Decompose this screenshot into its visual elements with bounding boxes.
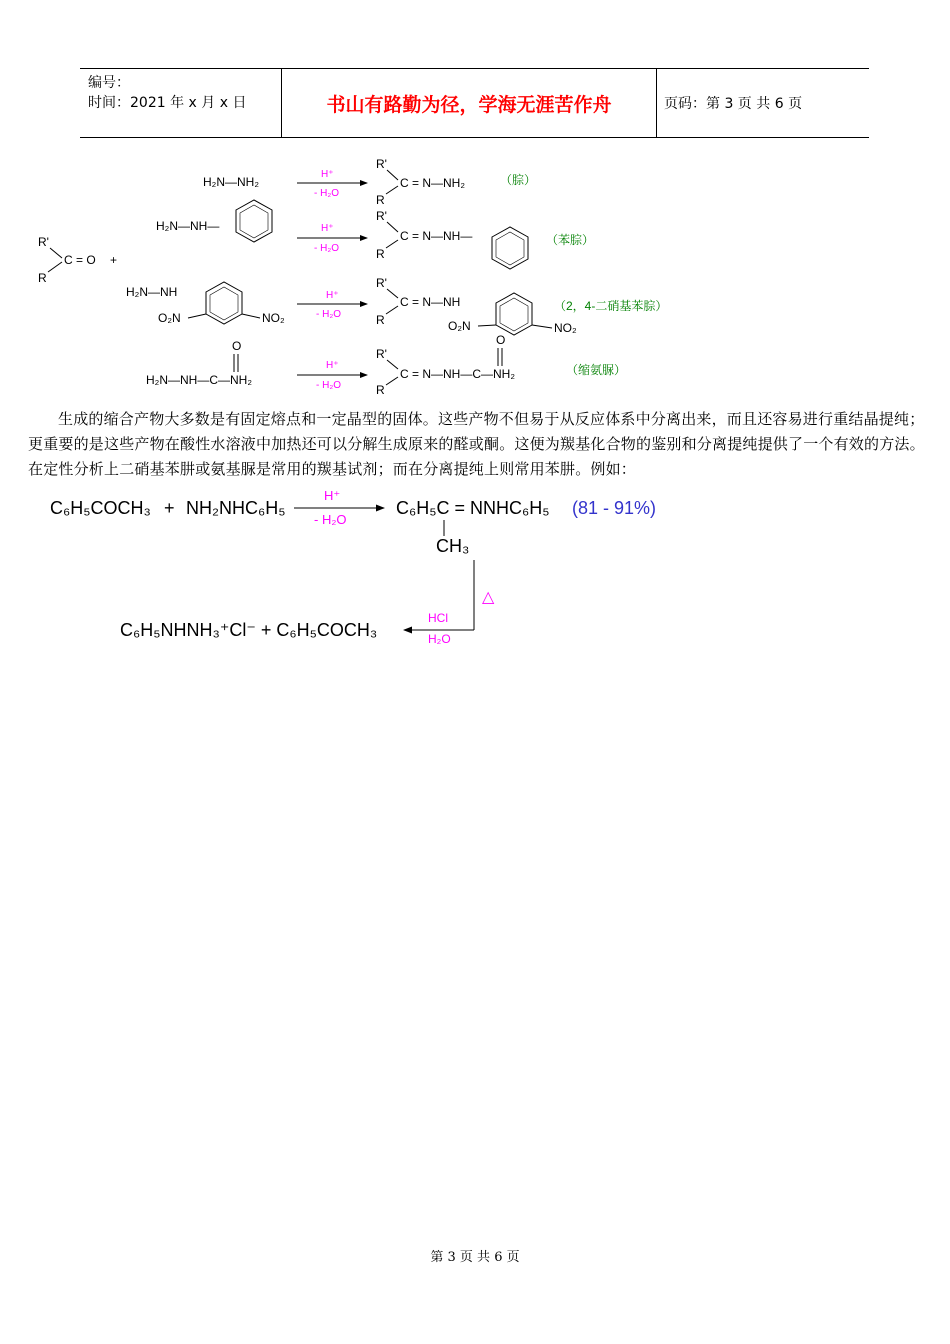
- reaction-row-hydrazone: [203, 157, 536, 207]
- carbonyl-group: C = O: [64, 253, 96, 267]
- header-divider: [656, 69, 657, 137]
- substituent-no2: NO₂: [262, 311, 285, 325]
- cond-water: - H₂O: [314, 512, 347, 527]
- name-semicarbazone: （缩氨脲）: [566, 363, 627, 377]
- svg-text:H⁺: H⁺: [326, 360, 339, 371]
- svg-text:H⁺: H⁺: [326, 290, 339, 301]
- carbonyl-compound: [38, 235, 117, 285]
- product-dnp: C = N—NH: [400, 295, 461, 309]
- svg-text:O₂N: O₂N: [448, 319, 471, 333]
- product-phenylhydrazone: C₆H₅C = NNHC₆H₅: [396, 498, 550, 518]
- svg-text:R': R': [376, 276, 387, 290]
- plus-sign: +: [164, 498, 175, 518]
- reagent-hydrazine: H₂N—NH₂: [203, 175, 259, 189]
- reaction-row-phenylhydrazone: [156, 200, 594, 269]
- svg-text:R: R: [376, 313, 385, 327]
- name-dnp: （2，4-二硝基苯腙）: [554, 299, 668, 313]
- carbonyl-r2: R: [38, 271, 47, 285]
- product-methyl: CH₃: [436, 536, 470, 556]
- page-footer: 第 3 页 共 6 页: [430, 1250, 520, 1265]
- heat-symbol: △: [482, 589, 495, 606]
- svg-text:R: R: [376, 193, 385, 207]
- svg-text:R: R: [376, 383, 385, 397]
- reagent-semicarbazide: H₂N—NH—C—NH₂: [146, 373, 252, 387]
- svg-text:R': R': [376, 209, 387, 223]
- substituent-o2n: O₂N: [158, 311, 181, 325]
- svg-text:NO₂: NO₂: [554, 321, 577, 335]
- svg-text:- H₂O: - H₂O: [314, 243, 339, 254]
- product-semicarbazone: C = N—NH—C—NH₂: [400, 367, 515, 381]
- header-motto: 书山有路勤为径，学海无涯苦作舟: [326, 93, 612, 116]
- reagent-phenylhydrazine: H₂N—NH—: [156, 219, 220, 233]
- product-phenylhydrazone: C = N—NH—: [400, 229, 473, 243]
- arrow-cond-bottom: - H₂O: [314, 188, 339, 199]
- plus-sign: +: [110, 253, 118, 267]
- hydrolysis-products: C₆H₅NHNH₃⁺Cl⁻ + C₆H₅COCH₃: [120, 620, 378, 640]
- semicarbazide-o: O: [232, 339, 242, 353]
- arrow-cond-top: H⁺: [321, 169, 334, 180]
- header-meta: [88, 73, 246, 113]
- svg-text:R': R': [376, 157, 387, 171]
- cond-acid: H⁺: [324, 488, 341, 503]
- reaction-row-dnp: [126, 276, 667, 335]
- serial-label: 编号：: [88, 75, 130, 91]
- reactant-phenylhydrazine: NH₂NHC₆H₅: [186, 498, 286, 518]
- example-reaction: [0, 480, 950, 660]
- name-phenylhydrazone: （苯腙）: [546, 233, 595, 247]
- yield: (81 - 91%): [572, 498, 657, 518]
- page-header: [80, 68, 869, 138]
- svg-text:O: O: [496, 333, 506, 347]
- reagent-dnp: H₂N—NH: [126, 285, 178, 299]
- reaction-row-semicarbazone: [146, 333, 626, 397]
- svg-text:R': R': [376, 347, 387, 361]
- svg-text:- H₂O: - H₂O: [316, 380, 341, 391]
- svg-text:H⁺: H⁺: [321, 223, 334, 234]
- svg-text:- H₂O: - H₂O: [316, 309, 341, 320]
- reactant-acetophenone: C₆H₅COCH₃: [50, 498, 151, 518]
- cond-hcl: HCl: [428, 611, 448, 625]
- product-hydrazone: C = N—NH₂: [400, 176, 465, 190]
- name-hydrazone: （腙）: [500, 173, 537, 187]
- cond-h2o: H₂O: [428, 632, 451, 646]
- carbonyl-r1: R': [38, 235, 49, 249]
- body-paragraph: 生成的缩合产物大多数是有固定熔点和一定晶型的固体。这些产物不但易于从反应体系中分离出来，而且还容易进行重结晶提纯；更重要的是这些产物在酸性水溶液中加热还可以分解生成原来的醛或酮。这便为羰基化合物的鉴别和分离提纯提供了一个有效的方法。在定性分析上二硝基苯肼或氨基脲是常用的羰基试剂；而在分离提纯上则常用苯肼。例如：: [28, 410, 925, 478]
- svg-text:R: R: [376, 247, 385, 261]
- header-page-info: 页码：第 3 页 共 6 页: [664, 96, 803, 112]
- date-label: 时间：2021 年 x 月 x 日: [88, 95, 247, 111]
